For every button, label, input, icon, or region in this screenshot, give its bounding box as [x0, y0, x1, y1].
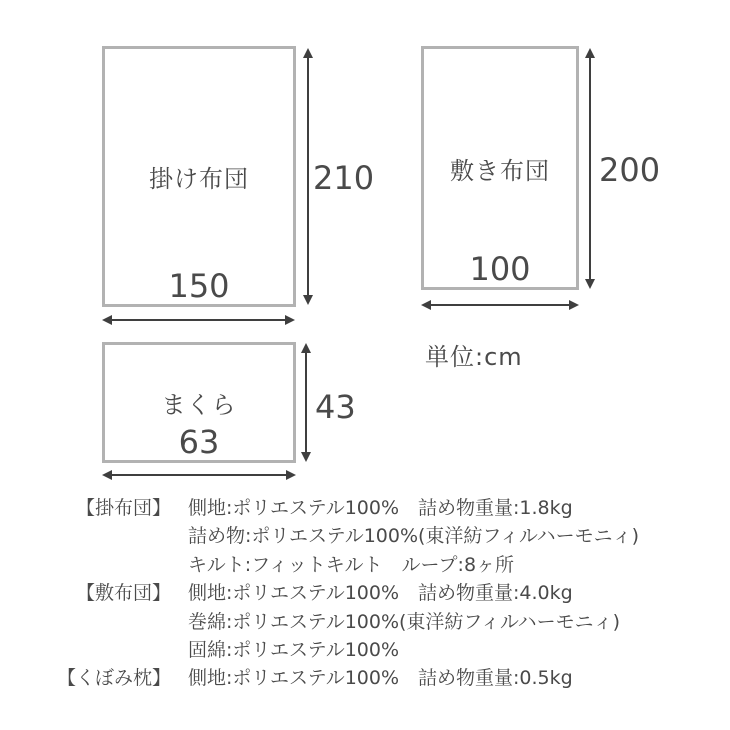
- makura-height-value: 43: [315, 388, 356, 426]
- spec-row: [0, 608, 730, 636]
- spec-section-label: 【くぼみ枕】: [56, 667, 171, 690]
- spec-row: [0, 579, 730, 607]
- arrow-line: [305, 347, 307, 458]
- shikibuton-height-value: 200: [599, 151, 661, 189]
- spec-section-label: 【掛布団】: [75, 497, 171, 519]
- spec-section-label-empty: [0, 522, 171, 550]
- spec-line: 固綿:ポリエステル100%: [188, 639, 400, 662]
- arrow-line: [106, 319, 291, 321]
- spec-row: [0, 636, 730, 664]
- shikibuton-width-value: 100: [469, 250, 531, 288]
- shikibuton-rect: [421, 46, 579, 290]
- arrow-line: [425, 304, 575, 306]
- arrow-head-right-icon: [285, 315, 295, 325]
- kakebuton-rect: [102, 46, 296, 307]
- spec-line: 側地:ポリエステル100% 詰め物重量:4.0kg: [188, 582, 573, 605]
- shikibuton-width-arrow-icon: [421, 298, 579, 311]
- spec-section-label: 【敷布団】: [75, 582, 171, 605]
- makura-width-arrow-icon: [102, 468, 296, 481]
- shikibuton-height-arrow-icon: [583, 48, 596, 289]
- spec-row: [0, 551, 730, 579]
- spec-row: [0, 494, 730, 522]
- kakebuton-height-value: 210: [313, 159, 375, 197]
- makura-rect: [102, 342, 296, 463]
- arrow-line: [106, 474, 292, 476]
- arrow-line: [589, 52, 591, 285]
- unit-label: 単位:cm: [425, 343, 523, 371]
- spec-section-label-empty: [0, 551, 171, 579]
- spec-line: 側地:ポリエステル100% 詰め物重量:1.8kg: [188, 497, 573, 519]
- spec-section-label-empty: [0, 636, 171, 664]
- makura-width-value: 63: [178, 423, 220, 461]
- spec-line: 詰め物:ポリエステル100%(東洋紡フィルハーモニィ): [188, 525, 639, 548]
- spec-section-label-empty: [0, 608, 171, 636]
- spec-line: キルト:フィットキルト ループ:8ヶ所: [188, 553, 515, 576]
- arrow-head-right-icon: [569, 300, 579, 310]
- spec-row: [0, 664, 730, 692]
- shikibuton-label: 敷き布団: [450, 156, 550, 185]
- arrow-head-right-icon: [286, 470, 296, 480]
- kakebuton-width-value: 150: [168, 267, 230, 305]
- spec-list: [0, 494, 730, 693]
- spec-row: [0, 522, 730, 550]
- arrow-head-down-icon: [301, 452, 311, 462]
- makura-label: まくら: [161, 391, 237, 419]
- arrow-line: [307, 52, 309, 301]
- spec-line: 巻綿:ポリエステル100%(東洋紡フィルハーモニィ): [188, 610, 620, 633]
- makura-height-arrow-icon: [299, 343, 312, 462]
- arrow-head-down-icon: [303, 295, 313, 305]
- arrow-head-down-icon: [585, 279, 595, 289]
- kakebuton-label: 掛け布団: [149, 165, 249, 193]
- kakebuton-width-arrow-icon: [102, 313, 295, 326]
- spec-line: 側地:ポリエステル100% 詰め物重量:0.5kg: [188, 667, 573, 690]
